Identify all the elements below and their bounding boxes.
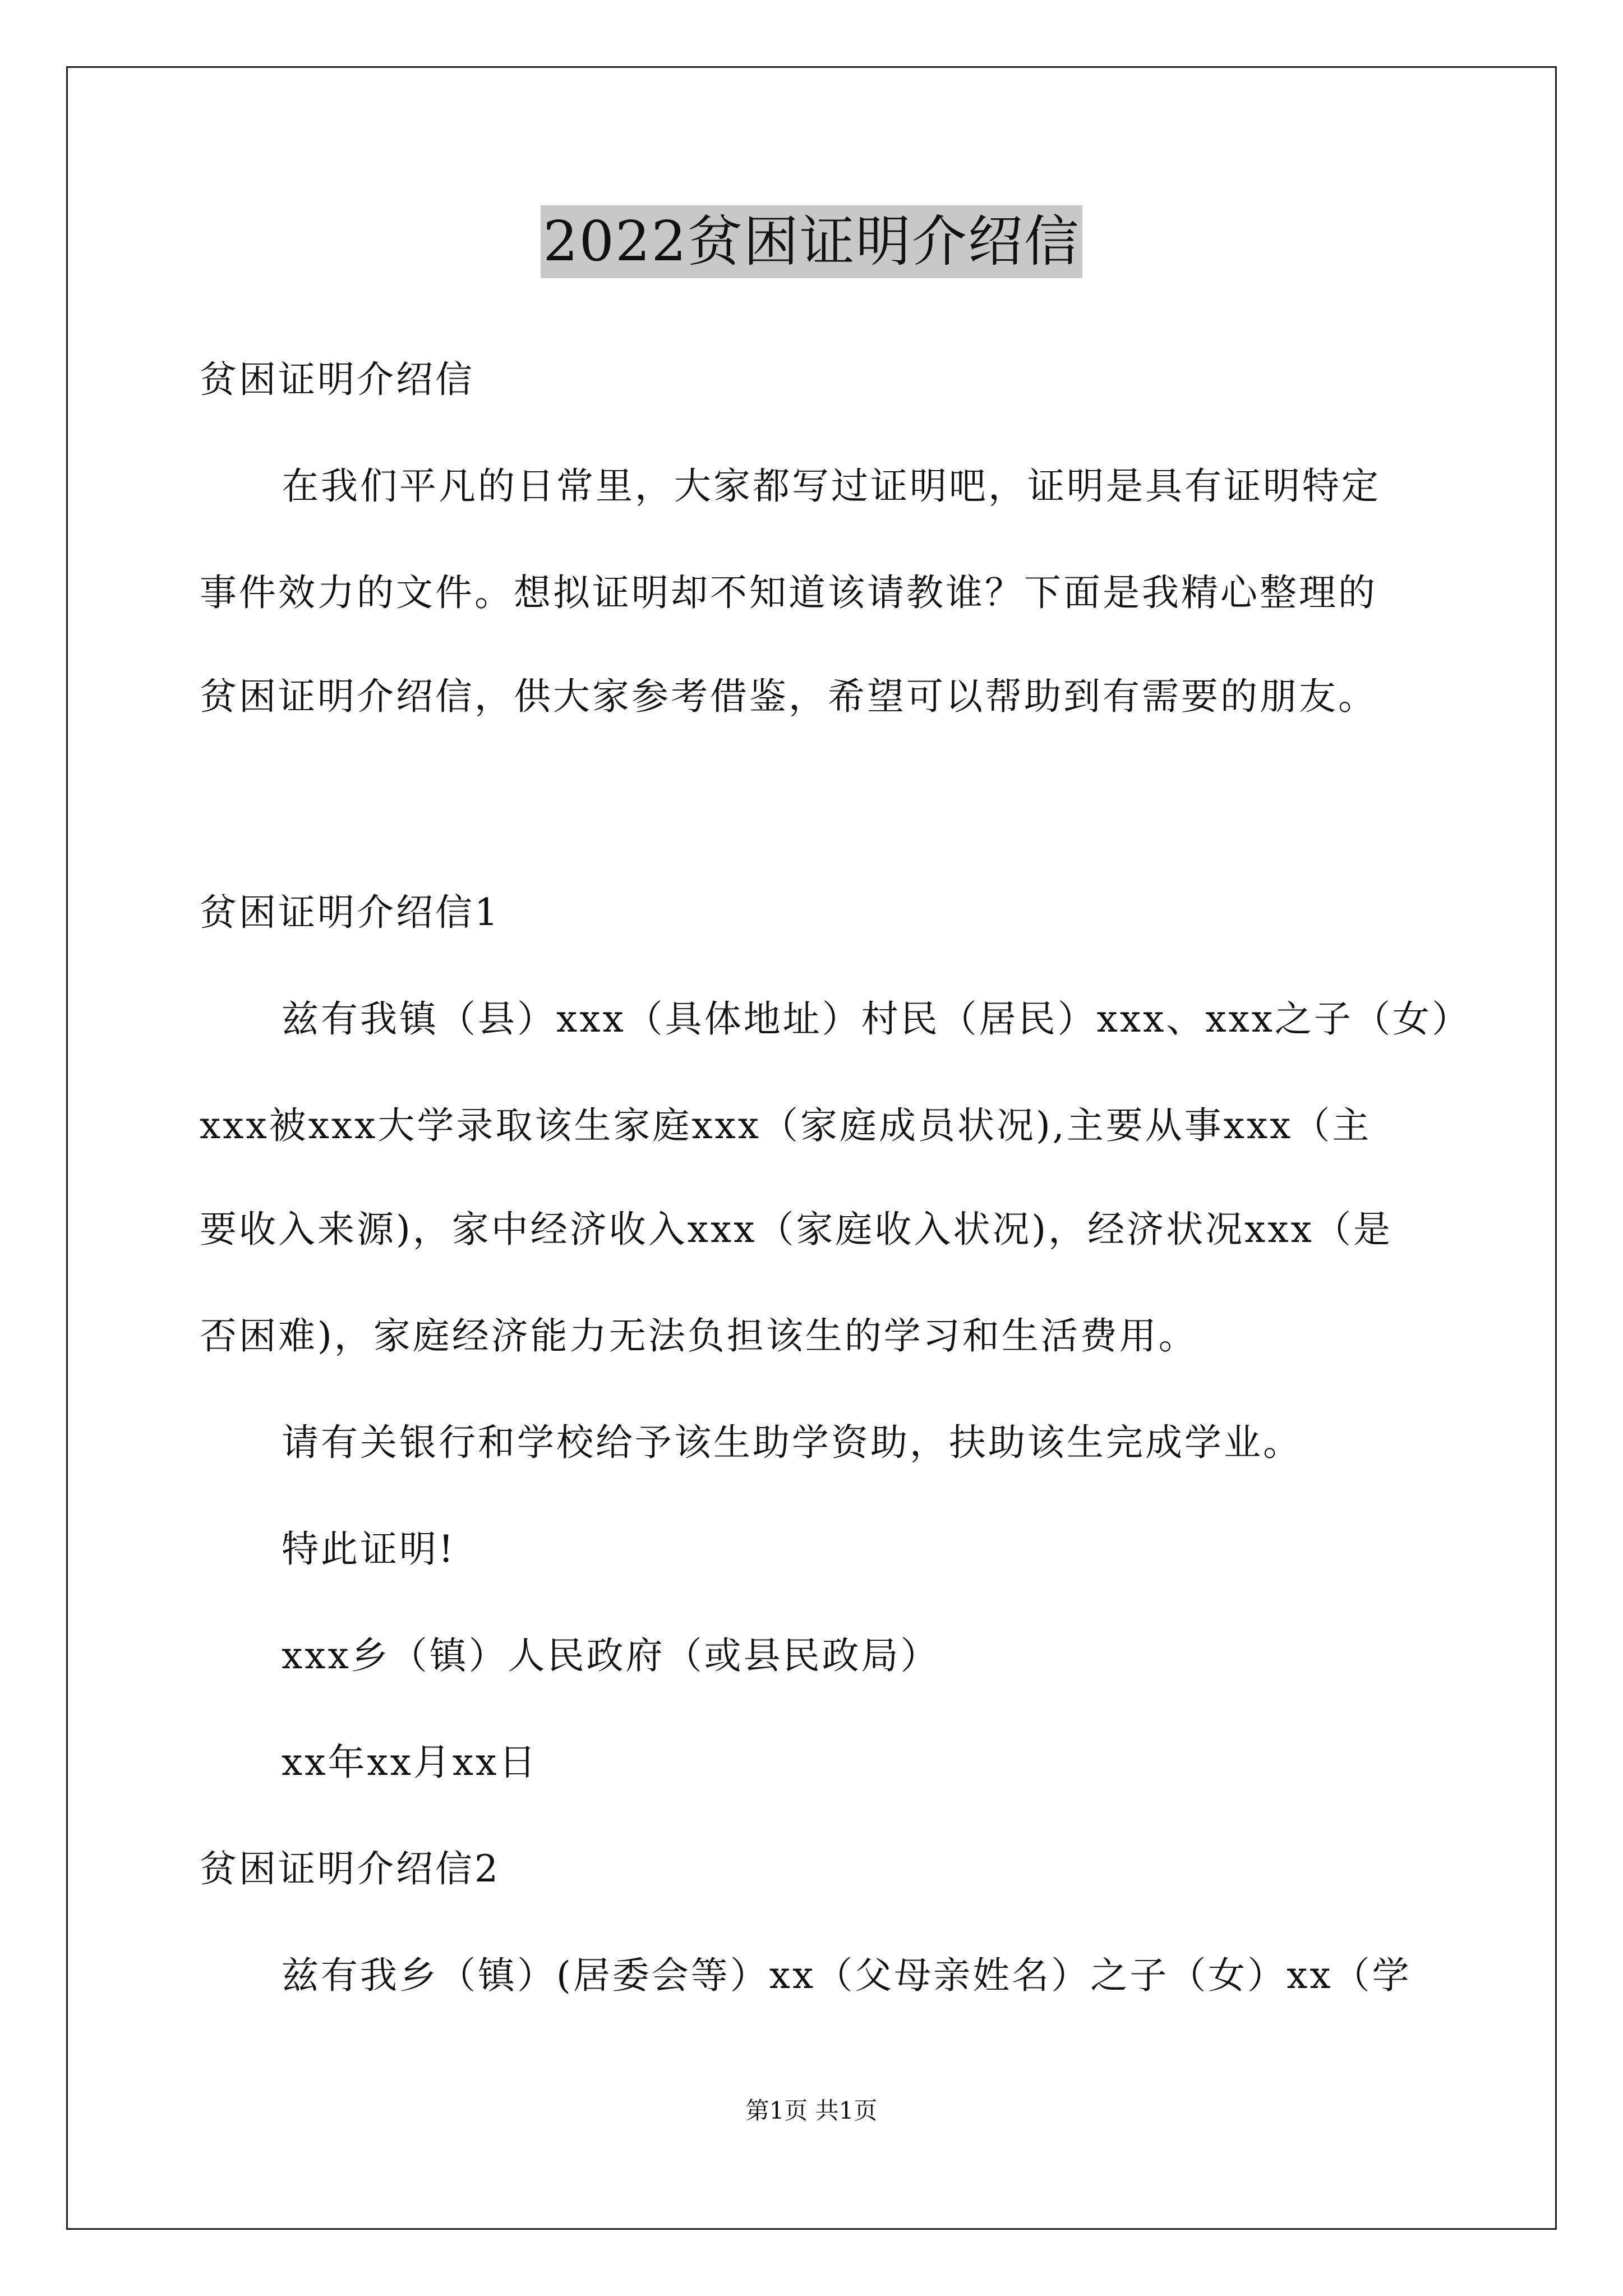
letter-1-date: xx年xx月xx日: [282, 1741, 538, 1784]
page-footer: 第1页 共1页: [745, 2097, 878, 2124]
letter-1-line-1: 兹有我镇（县）xxx（具体地址）村民（居民）xxx、xxx之子（女）: [282, 997, 1471, 1041]
letter-1-line-2: xxx被xxx大学录取该生家庭xxx（家庭成员状况),主要从事xxx（主: [200, 1104, 1372, 1147]
letter-2-line-1: 兹有我乡（镇）(居委会等）xx（父母亲姓名）之子（女）xx（学: [282, 1954, 1412, 1997]
letter-1-issuer: xxx乡（镇）人民政府（或县民政局）: [282, 1634, 940, 1677]
section-heading-letter-2: 贫困证明介绍信2: [200, 1847, 500, 1890]
intro-paragraph-line-3: 贫困证明介绍信，供大家参考借鉴，希望可以帮助到有需要的朋友。: [200, 675, 1377, 718]
letter-1-closing: 特此证明!: [282, 1527, 456, 1571]
section-heading-letter-1: 贫困证明介绍信1: [200, 891, 500, 934]
intro-paragraph-line-2: 事件效力的文件。想拟证明却不知道该请教谁？下面是我精心整理的: [200, 571, 1377, 614]
section-heading-intro: 贫困证明介绍信: [200, 358, 474, 401]
document-title: 2022贫困证明介绍信: [541, 205, 1082, 278]
letter-1-line-4: 否困难)，家庭经济能力无法负担该生的学习和生活费用。: [200, 1314, 1198, 1358]
title-container: [0, 205, 1623, 278]
intro-paragraph-line-1: 在我们平凡的日常里，大家都写过证明吧，证明是具有证明特定: [282, 464, 1381, 508]
letter-1-line-3: 要收入来源)，家中经济收入xxx（家庭收入状况)，经济状况xxx（是: [200, 1208, 1393, 1251]
letter-1-request: 请有关银行和学校给予该生助学资助，扶助该生完成学业。: [282, 1421, 1302, 1464]
